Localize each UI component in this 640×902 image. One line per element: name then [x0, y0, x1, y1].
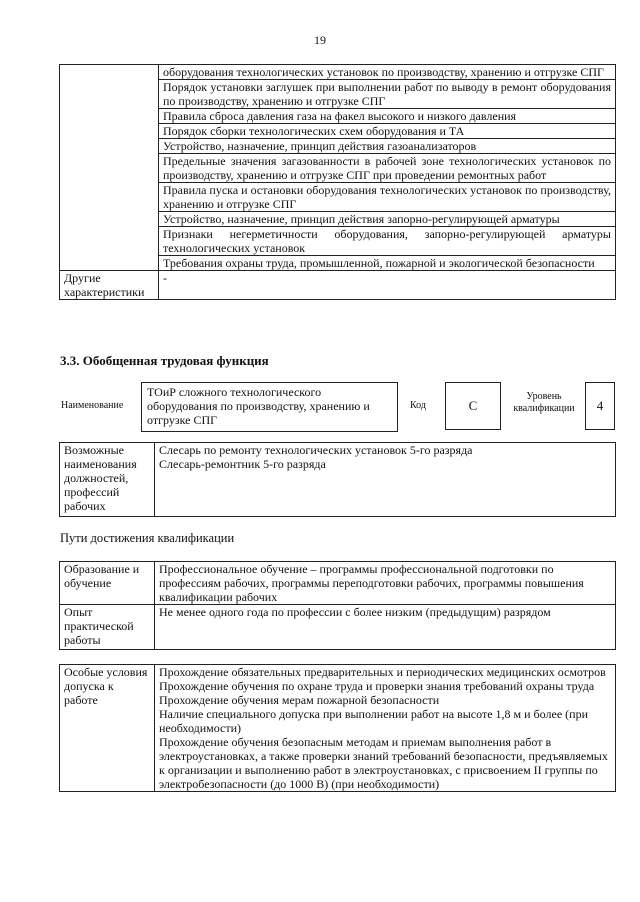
- code-label: Код: [410, 400, 426, 411]
- admission-item: Наличие специального допуска при выполнении работ на высоте 1,8 м и более (при необходимости): [159, 707, 588, 735]
- admission-label: Особые условия допуска к работе: [60, 665, 155, 792]
- section-title: 3.3. Обобщенная трудовая функция: [60, 353, 269, 368]
- knowledge-item: Устройство, назначение, принцип действия газоанализаторов: [159, 139, 616, 154]
- knowledge-table: [59, 64, 616, 300]
- other-characteristics-label: Другие характеристики: [60, 271, 159, 300]
- table-row: [60, 665, 616, 792]
- knowledge-item: Признаки негерметичности оборудования, запорно-регулирующей арматуры технологических установок: [159, 227, 616, 256]
- table-row: [60, 65, 616, 80]
- position-item: Слесарь по ремонту технологических установок 5-го разряда: [159, 443, 473, 457]
- other-characteristics-value: -: [159, 271, 616, 300]
- admission-values: [155, 665, 616, 792]
- qualification-table: [59, 561, 616, 650]
- knowledge-item: Правила сброса давления газа на факел высокого и низкого давления: [159, 109, 616, 124]
- experience-label: Опыт практической работы: [60, 605, 155, 650]
- name-label: Наименование: [61, 400, 124, 411]
- admission-item: Прохождение обучения по охране труда и проверки знания требований охраны труда: [159, 679, 595, 693]
- knowledge-item: Порядок сборки технологических схем оборудования и ТА: [159, 124, 616, 139]
- positions-values: [155, 443, 616, 517]
- admission-table: [59, 664, 616, 792]
- table-row: [60, 562, 616, 605]
- positions-table: [59, 442, 616, 517]
- position-item: Слесарь-ремонтник 5-го разряда: [159, 457, 326, 471]
- experience-value: Не менее одного года по профессии с более низким (предыдущим) разрядом: [155, 605, 616, 650]
- function-name-box: ТОиР сложного технологического оборудования по производству, хранению и отгрузке СПГ: [141, 382, 398, 432]
- table-row: [60, 271, 616, 300]
- generalized-function-row: [0, 380, 640, 432]
- positions-label: Возможные наименования должностей, профессий рабочих: [60, 443, 155, 517]
- knowledge-item: Предельные значения загазованности в рабочей зоне технологических установок по производству, хранению и отгрузке СПГ при проведении ремонтных работ: [159, 154, 616, 183]
- knowledge-item: Требования охраны труда, промышленной, пожарной и экологической безопасности: [159, 256, 616, 271]
- education-label: Образование и обучение: [60, 562, 155, 605]
- table-row: [60, 443, 616, 517]
- page-number: 19: [314, 33, 326, 47]
- admission-item: Прохождение обучения мерам пожарной безопасности: [159, 693, 440, 707]
- table-label-cell: [60, 65, 159, 271]
- knowledge-item: Порядок установки заглушек при выполнении работ по выводу в ремонт оборудования по производству, хранению и отгрузке СПГ: [159, 80, 616, 109]
- admission-item: Прохождение обязательных предварительных и периодических медицинских осмотров: [159, 665, 606, 679]
- table-row: [60, 605, 616, 650]
- education-value: Профессиональное обучение – программы профессиональной подготовки по профессиям рабочих, программы переподготовки рабочих, программы повышения квалификации рабочих: [155, 562, 616, 605]
- level-label: Уровень квалификации: [513, 391, 575, 414]
- knowledge-item: Устройство, назначение, принцип действия запорно-регулирующей арматуры: [159, 212, 616, 227]
- code-value-box: C: [445, 382, 501, 430]
- knowledge-item: оборудования технологических установок по производству, хранению и отгрузке СПГ: [159, 65, 616, 80]
- admission-item: Прохождение обучения безопасным методам и приемам выполнения работ в электроустановках, а также проверки знаний требований безопасности, предъявляемых к организации и выполнению работ в электроустановках, с присвоением II группы по электробезопасности (до 1000 В) (при необходимости): [159, 735, 608, 791]
- knowledge-item: Правила пуска и остановки оборудования технологических установок по производству, хранению и отгрузке СПГ: [159, 183, 616, 212]
- level-value-box: 4: [585, 382, 615, 430]
- qualification-paths-title: Пути достижения квалификации: [60, 531, 235, 545]
